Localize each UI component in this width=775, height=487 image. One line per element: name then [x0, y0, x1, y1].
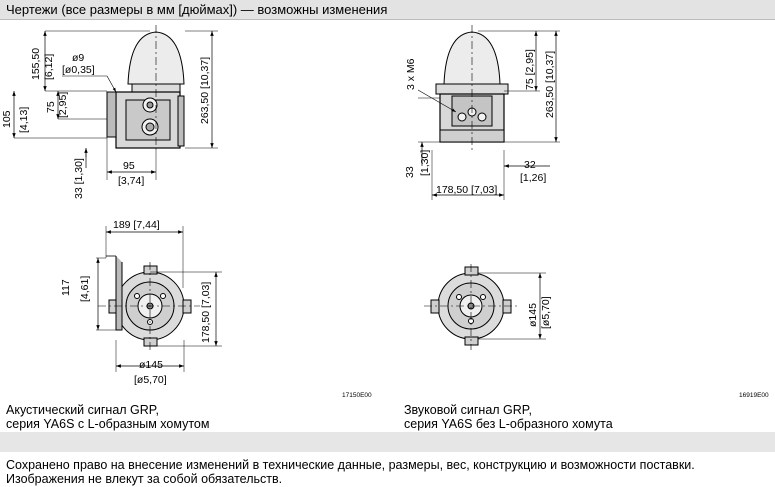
- dim-75-in: [2,95]: [57, 91, 69, 118]
- dim-105-in: [4,13]: [18, 106, 30, 133]
- caption-left: [6, 403, 209, 431]
- drawing-code-left: 17150E00: [342, 392, 372, 399]
- section-title: [6, 2, 387, 17]
- caption-right: [404, 403, 613, 431]
- dim-178-right: 178,50 [7,03]: [436, 184, 498, 196]
- dim-95-in: [3,74]: [118, 175, 145, 187]
- dim-189: 189 [7,44]: [113, 219, 160, 231]
- caption-right-line2: серия YA6S без L-образного хомута: [404, 417, 613, 431]
- dim-145-right: ø145: [527, 303, 539, 327]
- section-title-rest: (все размеры в мм [дюймах]) — возможны изменения: [57, 2, 388, 17]
- dim-263-right: 263,50 [10,37]: [544, 50, 556, 118]
- section-header: [0, 0, 775, 20]
- dim-155-in: [6,12]: [43, 53, 55, 80]
- drawing-code-right: 16919E00: [739, 392, 769, 399]
- dim-117-in: [4,61]: [79, 275, 91, 302]
- dim-9: ø9: [72, 52, 85, 64]
- footer-line2: Изображения не влекут за собой обязательств.: [6, 472, 283, 486]
- dim-32: 32: [524, 159, 536, 171]
- dim-105: 105: [1, 110, 13, 128]
- footer-note: [6, 458, 695, 486]
- dim-75: 75: [45, 101, 57, 113]
- dim-263: 263,50 [10,37]: [199, 56, 211, 124]
- caption-left-line2: серия YA6S с L-образным хомутом: [6, 417, 210, 431]
- technical-drawings: [0, 20, 775, 432]
- dim-95: 95: [123, 160, 135, 172]
- dim-178: 178,50 [7,03]: [200, 281, 212, 343]
- dim-75-right: 75 [2,95]: [524, 49, 536, 90]
- dim-145-right-in: [ø5,70]: [540, 296, 552, 329]
- dim-117: 117: [60, 279, 72, 296]
- dim-33: 33 [1,30]: [73, 158, 85, 199]
- dim-145-in: [ø5,70]: [134, 374, 167, 386]
- caption-left-line1: Акустический сигнал GRP,: [6, 403, 159, 417]
- dim-9-in: [ø0,35]: [62, 64, 95, 76]
- section-title-bold: Чертежи: [6, 2, 58, 17]
- separator-band: [0, 432, 775, 452]
- dim-155: 155,50: [30, 47, 42, 80]
- right-top-dim-labels: [527, 296, 769, 399]
- dim-m6: 3 x M6: [405, 58, 417, 90]
- caption-right-line1: Звуковой сигнал GRP,: [404, 403, 532, 417]
- dim-33-right: 33: [404, 166, 416, 178]
- dim-32-in: [1,26]: [520, 172, 547, 184]
- dim-33-right-in: [1,30]: [419, 149, 431, 176]
- dim-145: ø145: [139, 359, 163, 371]
- footer-line1: Сохранено право на внесение изменений в технические данные, размеры, вес, конструкцию и возможности поставки.: [6, 458, 695, 472]
